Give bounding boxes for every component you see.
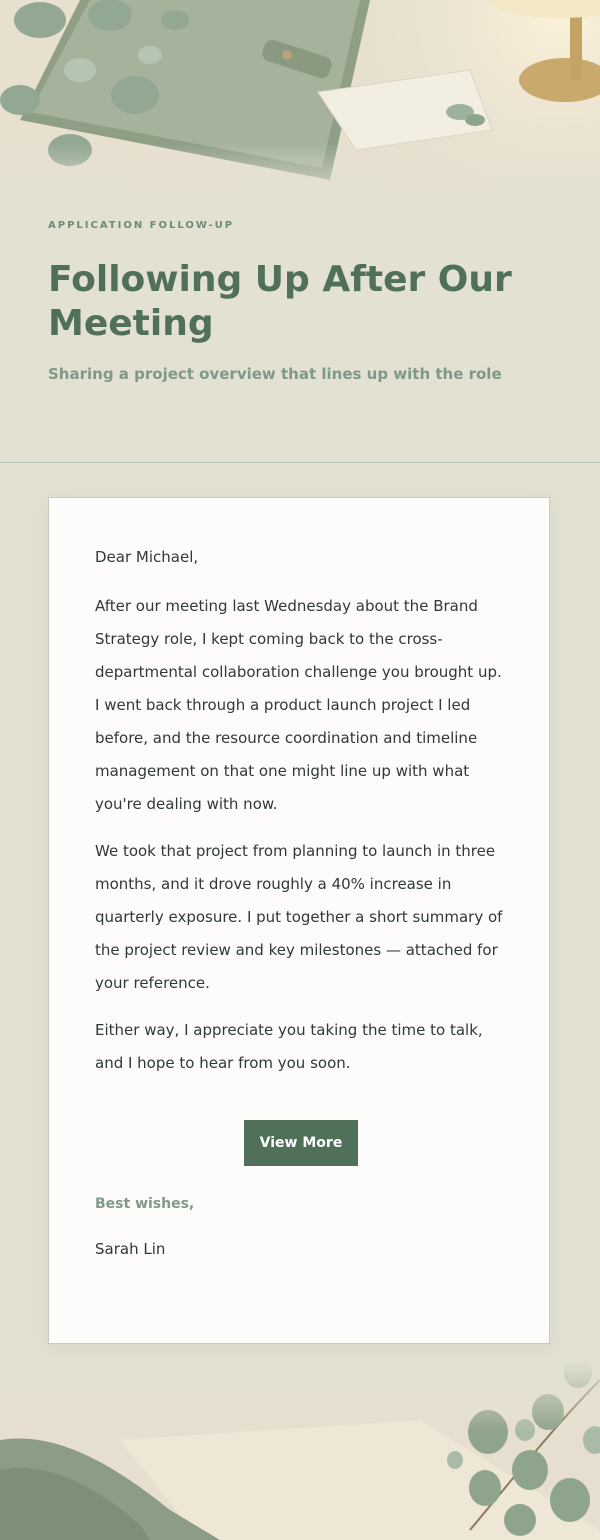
eyebrow-label: APPLICATION FOLLOW-UP: [48, 220, 235, 231]
page-subtitle: Sharing a project overview that lines up with the role: [48, 365, 502, 383]
button-container: [95, 1120, 507, 1166]
letter-signature: Sarah Lin: [95, 1240, 166, 1258]
letter-paragraph: Either way, I appreciate you taking the time to talk, and I hope to hear from you soon.: [95, 1021, 483, 1072]
header-divider: [0, 462, 600, 463]
desk-notebook-eucalyptus-illustration: [0, 0, 600, 205]
eucalyptus-branch-illustration: [0, 1360, 600, 1540]
footer-image: [0, 1360, 600, 1540]
letter-paragraph: After our meeting last Wednesday about the Brand Strategy role, I kept coming back to the cross-departmental collaboration challenge you brought up. I went back through a product launch project I led before, and the resource coordination and timeline management on that one might line up with what you're dealing with now.: [95, 597, 502, 813]
letter-paragraph: We took that project from planning to launch in three months, and it drove roughly a 40% increase in quarterly exposure. I put together a short summary of the project review and key milestones — attached for your reference.: [95, 842, 503, 992]
letter-card: [48, 497, 550, 1344]
view-more-button[interactable]: View More: [244, 1120, 358, 1166]
hero-image: [0, 0, 600, 205]
letter-signoff: Best wishes,: [95, 1196, 195, 1212]
letter-body: [95, 544, 507, 1258]
page-title: Following Up After Our Meeting: [48, 259, 512, 344]
letter-greeting: Dear Michael,: [95, 548, 199, 566]
